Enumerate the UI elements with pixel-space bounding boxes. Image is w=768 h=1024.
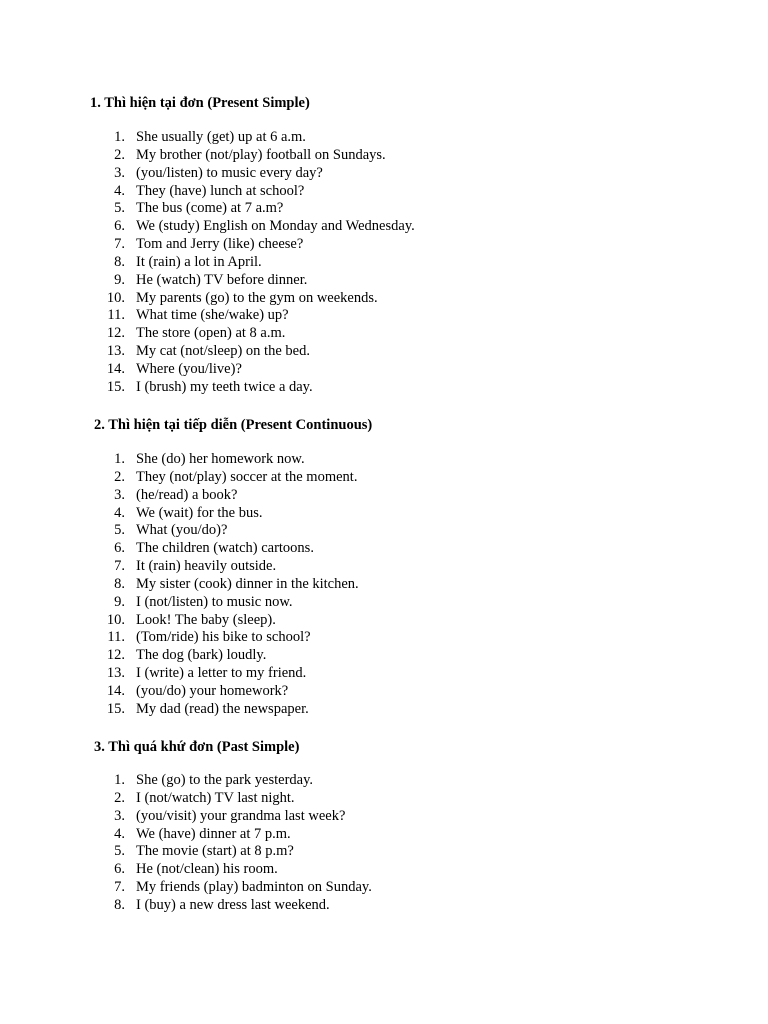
item-number: 1. <box>114 451 125 467</box>
item-number: 3. <box>114 807 125 824</box>
item-number: 12. <box>106 325 125 342</box>
item-text: I (not/watch) TV last night. <box>136 789 295 806</box>
item-number: 7. <box>114 558 125 575</box>
item-text: (you/visit) your grandma last week? <box>136 807 346 824</box>
item-number: 5. <box>114 843 125 860</box>
item-text: They (have) lunch at school? <box>136 182 305 199</box>
item-text: What time (she/wake) up? <box>136 307 289 324</box>
item-text: Tom and Jerry (like) cheese? <box>136 236 304 253</box>
item-number: 10. <box>106 289 125 306</box>
item-number: 6. <box>114 861 125 878</box>
item-number: 5. <box>114 200 125 217</box>
item-number: 5. <box>114 522 125 539</box>
item-number: 4. <box>114 825 125 842</box>
item-text: My sister (cook) dinner in the kitchen. <box>136 575 359 592</box>
section-number: 2. <box>94 417 105 433</box>
item-number: 2. <box>114 789 125 806</box>
section-title: Thì quá khứ đơn (Past Simple) <box>108 739 300 755</box>
section-number: 1. <box>90 95 101 111</box>
item-number: 14. <box>106 360 125 377</box>
item-number: 12. <box>106 647 125 664</box>
item-text: My cat (not/sleep) on the bed. <box>136 343 310 360</box>
item-text: He (watch) TV before dinner. <box>136 271 308 288</box>
section-title: Thì hiện tại đơn (Present Simple) <box>104 95 310 111</box>
item-number: 3. <box>114 486 125 503</box>
item-number: 9. <box>114 271 125 288</box>
item-number: 9. <box>114 593 125 610</box>
item-text: I (buy) a new dress last weekend. <box>136 896 330 913</box>
item-text: Look! The baby (sleep). <box>136 611 276 628</box>
item-text: My brother (not/play) football on Sundays. <box>136 146 386 163</box>
section-heading <box>94 738 299 756</box>
item-number: 4. <box>114 182 125 199</box>
section-number: 3. <box>94 739 105 755</box>
item-text: (you/do) your homework? <box>136 682 289 699</box>
item-text: The movie (start) at 8 p.m? <box>136 843 294 860</box>
item-text: She (do) her homework now. <box>136 451 305 467</box>
item-number: 1. <box>114 129 125 145</box>
item-number: 11. <box>107 629 125 646</box>
item-text: Where (you/live)? <box>136 360 242 377</box>
item-text: We (have) dinner at 7 p.m. <box>136 825 291 842</box>
item-text: My parents (go) to the gym on weekends. <box>136 289 378 306</box>
item-text: (Tom/ride) his bike to school? <box>136 629 311 646</box>
item-text: My dad (read) the newspaper. <box>136 700 309 717</box>
item-number: 4. <box>114 504 125 521</box>
item-number: 14. <box>106 682 125 699</box>
item-number: 15. <box>106 378 125 395</box>
item-text: We (study) English on Monday and Wednesday. <box>136 218 415 235</box>
item-text: (you/listen) to music every day? <box>136 164 323 181</box>
item-text: I (brush) my teeth twice a day. <box>136 378 313 395</box>
item-text: The bus (come) at 7 a.m? <box>136 200 284 217</box>
item-number: 7. <box>114 236 125 253</box>
item-text: It (rain) a lot in April. <box>136 253 262 270</box>
item-number: 10. <box>106 611 125 628</box>
item-number: 8. <box>114 575 125 592</box>
item-text: She (go) to the park yesterday. <box>136 772 314 788</box>
item-number: 15. <box>106 700 125 717</box>
item-number: 2. <box>114 146 125 163</box>
item-number: 6. <box>114 540 125 557</box>
section-heading <box>90 94 310 112</box>
section-title: Thì hiện tại tiếp diễn (Present Continuous) <box>108 417 373 433</box>
item-text: What (you/do)? <box>136 522 228 539</box>
item-number: 6. <box>114 218 125 235</box>
item-number: 13. <box>106 343 125 360</box>
item-text: He (not/clean) his room. <box>136 861 278 878</box>
item-number: 11. <box>107 307 125 324</box>
item-number: 7. <box>114 879 125 896</box>
item-text: We (wait) for the bus. <box>136 504 263 521</box>
item-number: 2. <box>114 468 125 485</box>
item-number: 8. <box>114 896 125 913</box>
item-text: They (not/play) soccer at the moment. <box>136 468 358 485</box>
item-text: I (write) a letter to my friend. <box>136 665 307 682</box>
item-number: 3. <box>114 164 125 181</box>
item-number: 1. <box>114 772 125 788</box>
item-text: My friends (play) badminton on Sunday. <box>136 879 372 896</box>
item-number: 8. <box>114 253 125 270</box>
item-text: The children (watch) cartoons. <box>136 540 314 557</box>
section-heading <box>94 416 372 434</box>
item-text: The dog (bark) loudly. <box>136 647 267 664</box>
item-text: I (not/listen) to music now. <box>136 593 293 610</box>
item-text: (he/read) a book? <box>136 486 238 503</box>
item-text: The store (open) at 8 a.m. <box>136 325 286 342</box>
item-number: 13. <box>106 665 125 682</box>
item-text: It (rain) heavily outside. <box>136 558 277 575</box>
item-text: She usually (get) up at 6 a.m. <box>136 129 306 145</box>
